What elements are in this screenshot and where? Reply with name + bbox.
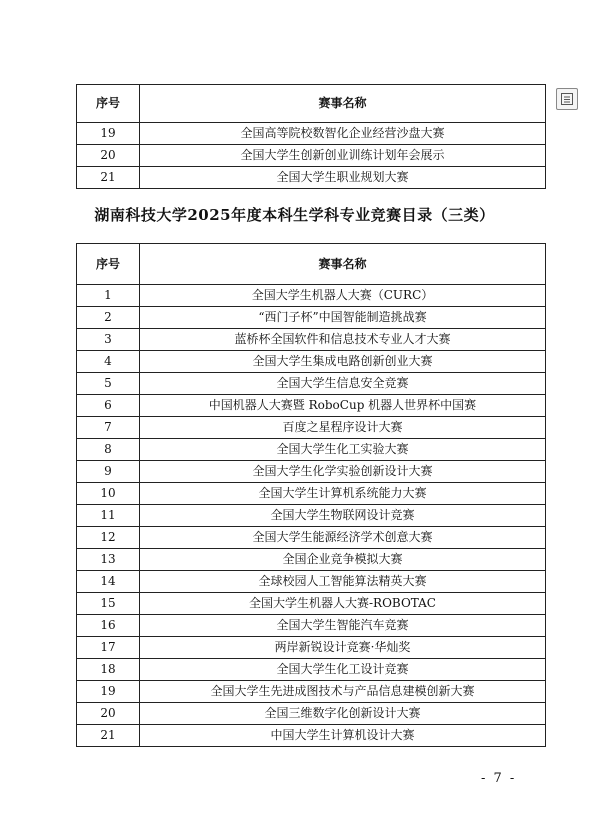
table-row: [77, 593, 546, 615]
row-competition-name: 全国大学生计算机系统能力大赛: [140, 483, 546, 505]
row-serial: 3: [77, 329, 140, 351]
table-row: [77, 527, 546, 549]
document-view-icon: [560, 92, 574, 106]
table-row: [77, 483, 546, 505]
table-row: [77, 307, 546, 329]
row-competition-name: 两岸新锐设计竞赛·华灿奖: [140, 637, 546, 659]
row-competition-name: 中国机器人大赛暨 RoboCup 机器人世界杯中国赛: [140, 395, 546, 417]
header-name: 赛事名称: [140, 85, 546, 123]
row-competition-name: 全国大学生智能汽车竞赛: [140, 615, 546, 637]
row-serial: 8: [77, 439, 140, 461]
table-row: [77, 439, 546, 461]
table-row: [77, 167, 546, 189]
table-row: [77, 703, 546, 725]
row-serial: 17: [77, 637, 140, 659]
row-competition-name: 全国大学生集成电路创新创业大赛: [140, 351, 546, 373]
table-row: [77, 637, 546, 659]
table-row: [77, 725, 546, 747]
row-serial: 16: [77, 615, 140, 637]
table-header-row: [77, 244, 546, 285]
table-row: [77, 615, 546, 637]
row-competition-name: 全国大学生物联网设计竞赛: [140, 505, 546, 527]
table-row: [77, 681, 546, 703]
row-competition-name: 全国企业竞争模拟大赛: [140, 549, 546, 571]
row-serial: 10: [77, 483, 140, 505]
row-competition-name: 蓝桥杯全国软件和信息技术专业人才大赛: [140, 329, 546, 351]
row-competition-name: 全国大学生信息安全竞赛: [140, 373, 546, 395]
table-row: [77, 145, 546, 167]
table-row: [77, 505, 546, 527]
row-serial: 6: [77, 395, 140, 417]
row-serial: 11: [77, 505, 140, 527]
row-competition-name: 全球校园人工智能算法精英大赛: [140, 571, 546, 593]
table-row: [77, 571, 546, 593]
page-number: - 7 -: [481, 771, 517, 786]
row-competition-name: 全国大学生机器人大赛-ROBOTAC: [140, 593, 546, 615]
table-row: [77, 417, 546, 439]
row-serial: 14: [77, 571, 140, 593]
table-header-row: [77, 85, 546, 123]
table-row: [77, 373, 546, 395]
table-row: [77, 329, 546, 351]
table-row: [77, 461, 546, 483]
row-competition-name: 全国大学生机器人大赛（CURC）: [140, 285, 546, 307]
table-row: [77, 351, 546, 373]
row-serial: 18: [77, 659, 140, 681]
row-competition-name: 全国大学生化学实验创新设计大赛: [140, 461, 546, 483]
row-competition-name: 全国大学生化工设计竞赛: [140, 659, 546, 681]
row-serial: 4: [77, 351, 140, 373]
row-serial: 21: [77, 167, 140, 189]
row-serial: 5: [77, 373, 140, 395]
row-competition-name: 中国大学生计算机设计大赛: [140, 725, 546, 747]
table-row: [77, 659, 546, 681]
table-row: [77, 549, 546, 571]
row-serial: 19: [77, 123, 140, 145]
row-serial: 12: [77, 527, 140, 549]
table-row: [77, 123, 546, 145]
header-name: 赛事名称: [140, 244, 546, 285]
row-serial: 20: [77, 703, 140, 725]
competition-table-continued: [76, 84, 546, 189]
row-competition-name: 全国大学生职业规划大赛: [140, 167, 546, 189]
row-serial: 1: [77, 285, 140, 307]
section-title: 湖南科技大学2025年度本科生学科专业竞赛目录（三类）: [94, 206, 495, 224]
row-competition-name: 全国高等院校数智化企业经营沙盘大赛: [140, 123, 546, 145]
row-serial: 20: [77, 145, 140, 167]
header-serial: 序号: [77, 85, 140, 123]
table-row: [77, 395, 546, 417]
row-serial: 13: [77, 549, 140, 571]
row-competition-name: 全国大学生先进成图技术与产品信息建模创新大赛: [140, 681, 546, 703]
row-competition-name: “西门子杯”中国智能制造挑战赛: [140, 307, 546, 329]
row-serial: 15: [77, 593, 140, 615]
row-competition-name: 全国三维数字化创新设计大赛: [140, 703, 546, 725]
row-competition-name: 百度之星程序设计大赛: [140, 417, 546, 439]
header-serial: 序号: [77, 244, 140, 285]
row-competition-name: 全国大学生创新创业训练计划年会展示: [140, 145, 546, 167]
table-row: [77, 285, 546, 307]
row-serial: 9: [77, 461, 140, 483]
row-serial: 7: [77, 417, 140, 439]
row-competition-name: 全国大学生化工实验大赛: [140, 439, 546, 461]
row-competition-name: 全国大学生能源经济学术创意大赛: [140, 527, 546, 549]
document-view-button[interactable]: [556, 88, 578, 110]
competition-table-class-three: [76, 243, 546, 747]
row-serial: 2: [77, 307, 140, 329]
row-serial: 21: [77, 725, 140, 747]
row-serial: 19: [77, 681, 140, 703]
